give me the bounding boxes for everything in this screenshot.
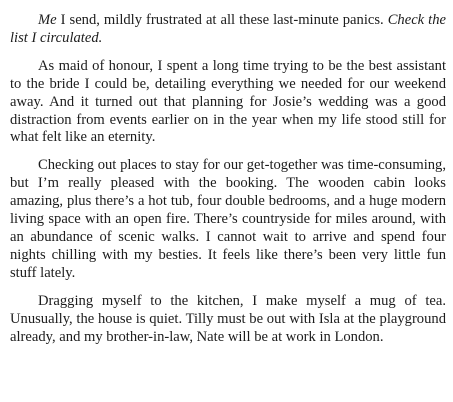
text-segment: I send, mildly frustrated at all these last-minute panics. <box>56 12 388 28</box>
text-segment: Check the list I circulated. <box>10 12 446 46</box>
text-segment: Dragging myself to the kitchen, I make myself a mug of tea. Unusually, the house is quiet. Tilly must be out with Isla at the playground already, and my brother-in-law, Nate will be at work in London. <box>10 292 446 345</box>
paragraph-1 <box>10 12 446 48</box>
text-segment: As maid of honour, I spent a long time trying to be the best assistant to the bride I could be, detailing everything we needed for our weekend away. And it turned out that planning for Josie’s wedding was a good distraction from events earlier on in the year when my life stood still for what felt like an eternity. <box>10 57 446 146</box>
document-page <box>10 12 446 346</box>
text-segment: Checking out places to stay for our get-together was time-consuming, but I’m really pleased with the booking. The wooden cabin looks amazing, plus there’s a hot tub, four double bedrooms, and a huge modern living space with an open fire. There’s countryside for miles around, with an abundance of scenic walks. I cannot wait to arrive and spend four nights chilling with my besties. It feels like there’s been very little fun stuff lately. <box>10 157 446 281</box>
paragraph-4 <box>10 293 446 347</box>
paragraph-3 <box>10 157 446 282</box>
text-segment: Me <box>38 12 57 28</box>
paragraph-2 <box>10 58 446 148</box>
